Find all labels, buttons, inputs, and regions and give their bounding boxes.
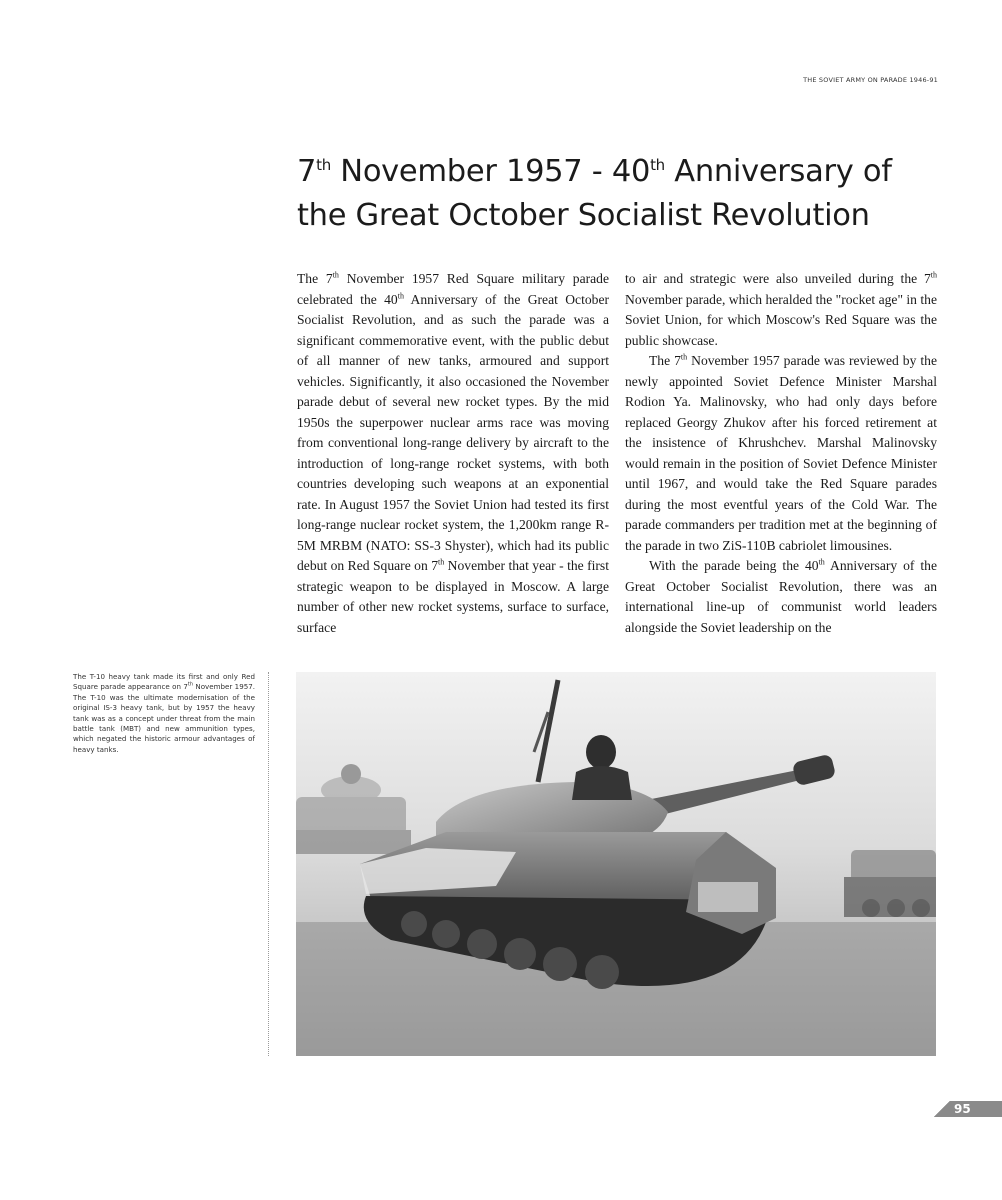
page-title [297, 150, 957, 238]
page-number: 95 [954, 1102, 971, 1116]
body-paragraph: The 7th November 1957 Red Square military parade celebrated the 40th Anniversary of the Great October Socialist Revolution, and as such the parade was a significant commemorative event, with the public debut of all manner of new tanks, armoured and support vehicles. Significantly, it also occasioned the November parade debut of several new rocket types. By the mid 1950s the superpower nuclear arms race was moving from conventional long-range delivery by aircraft to the introduction of long-range rocket systems, with both countries developing such weapons at an exponential rate. In August 1957 the Soviet Union had tested its first long-range nuclear rocket system, the 1,200km range R-5M MRBM (NATO: SS-3 Shyster), which had its public debut on Red Square on 7th November that year - the first strategic weapon to be displayed in Moscow. A large number of other new rocket systems, surface to surface, surface [297, 270, 610, 635]
t10-tank-photo [296, 672, 936, 1056]
body-paragraph: With the parade being the 40th Anniversary of the Great October Socialist Revolution, there was an international line-up of communist world leaders alongside the Soviet leadership on the [625, 557, 938, 635]
body-column-left [297, 269, 609, 638]
title-line-2: the Great October Socialist Revolution [297, 198, 870, 233]
caption-divider [268, 672, 269, 1056]
body-paragraph: to air and strategic were also unveiled during the 7th November parade, which heralded the "rocket age" in the Soviet Union, for which Moscow's Red Square was the public showcase. [625, 270, 937, 348]
folio-notch [934, 1101, 950, 1117]
running-head: THE SOVIET ARMY ON PARADE 1946-91 [803, 76, 938, 84]
photo-caption: The T-10 heavy tank made its first and only Red Square parade appearance on 7th November 1957. The T-10 was the ultimate modernisation of the original IS-3 heavy tank, but by 1957 the heavy tank was as a concept under threat from the main battle tank (MBT) and new ammunition types, which negated the historic armour advantages of heavy tanks. [73, 672, 255, 754]
body-paragraph: The 7th November 1957 parade was reviewed by the newly appointed Soviet Defence Minister Marshal Rodion Ya. Malinovsky, who had only days before replaced Georgy Zhukov after his forced retirement at the insistence of Khrushchev. Marshal Malinovsky would remain in the position of Soviet Defence Minister until 1967, and would take the Red Square parades during the most eventful years of the Cold War. The parade commanders per tradition met at the beginning of the parade in two ZiS-110B cabriolet limousines. [625, 352, 937, 553]
background-tank-right [844, 850, 936, 917]
body-column-right [625, 269, 937, 638]
title-line-1: 7th November 1957 - 40th Anniversary of [297, 154, 892, 189]
page-number-tab [934, 1101, 1002, 1117]
